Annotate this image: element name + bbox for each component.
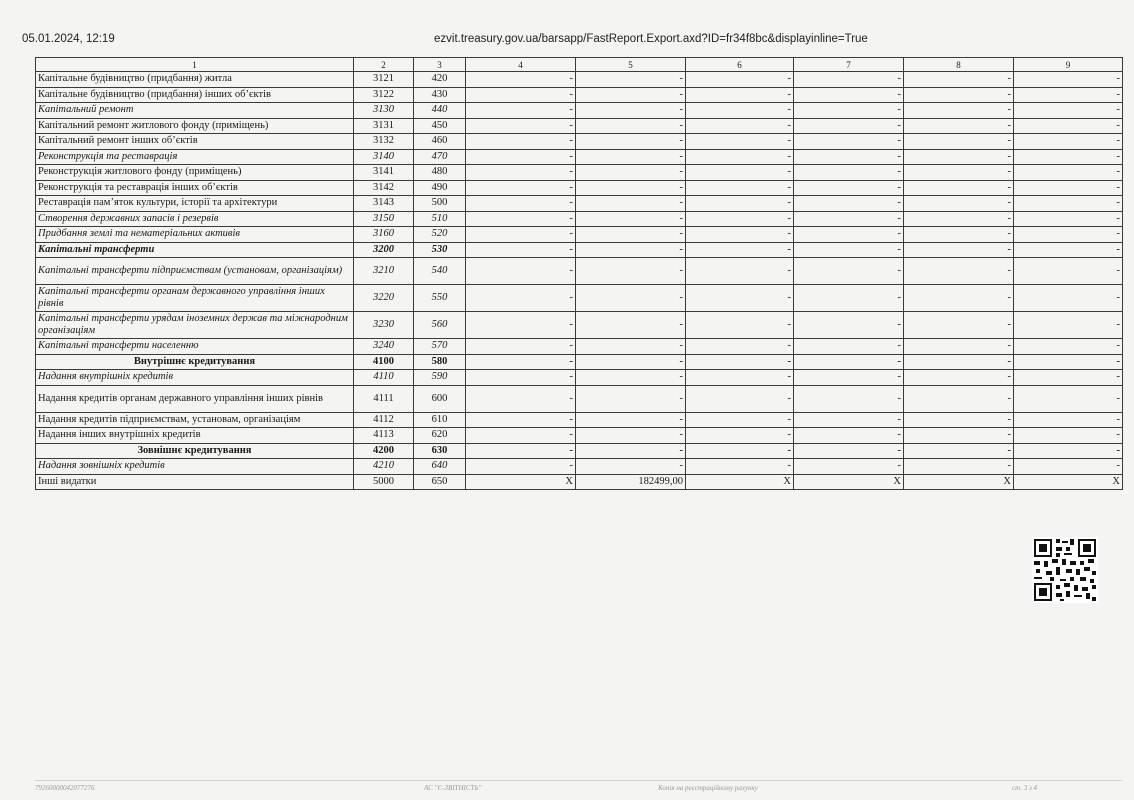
row-name: Реконструкція та реставрація інших об’єктів	[36, 180, 354, 196]
table-row	[36, 242, 1123, 258]
column-number: 6	[686, 58, 794, 72]
cell-col-5: -	[576, 285, 686, 312]
cell-col-6: -	[686, 459, 794, 475]
cell-col-9: -	[1014, 149, 1123, 165]
cell-col-8: -	[904, 196, 1014, 212]
row-code: 3132	[354, 134, 414, 150]
cell-col-6: -	[686, 339, 794, 355]
cell-col-8: -	[904, 211, 1014, 227]
row-line-number: 650	[414, 474, 466, 490]
table-row	[36, 474, 1123, 490]
cell-col-8: -	[904, 149, 1014, 165]
cell-col-7: -	[794, 312, 904, 339]
row-code: 4113	[354, 428, 414, 444]
column-number: 7	[794, 58, 904, 72]
cell-col-9: -	[1014, 180, 1123, 196]
row-line-number: 440	[414, 103, 466, 119]
row-code: 4111	[354, 385, 414, 412]
row-line-number: 490	[414, 180, 466, 196]
row-line-number: 530	[414, 242, 466, 258]
cell-col-7: -	[794, 354, 904, 370]
cell-col-5: -	[576, 428, 686, 444]
cell-col-6: -	[686, 354, 794, 370]
row-line-number: 430	[414, 87, 466, 103]
row-line-number: 510	[414, 211, 466, 227]
cell-col-7: -	[794, 180, 904, 196]
row-code: 3150	[354, 211, 414, 227]
cell-col-9: -	[1014, 165, 1123, 181]
row-line-number: 600	[414, 385, 466, 412]
cell-col-6: -	[686, 412, 794, 428]
cell-col-7: -	[794, 258, 904, 285]
cell-col-6: -	[686, 285, 794, 312]
table-row	[36, 180, 1123, 196]
cell-col-4: -	[466, 370, 576, 386]
column-number: 5	[576, 58, 686, 72]
row-name: Капітальний ремонт інших об’єктів	[36, 134, 354, 150]
cell-col-8: -	[904, 134, 1014, 150]
cell-col-8: -	[904, 339, 1014, 355]
cell-col-4: X	[466, 474, 576, 490]
table-row	[36, 227, 1123, 243]
cell-col-5: -	[576, 443, 686, 459]
cell-col-6: -	[686, 165, 794, 181]
cell-col-4: -	[466, 149, 576, 165]
column-number: 4	[466, 58, 576, 72]
print-url: ezvit.treasury.gov.ua/barsapp/FastReport.Export.axd?ID=fr34f8bc&displayinline=True	[434, 33, 868, 45]
cell-col-5: -	[576, 149, 686, 165]
table-row	[36, 211, 1123, 227]
row-line-number: 590	[414, 370, 466, 386]
row-line-number: 460	[414, 134, 466, 150]
cell-col-8: -	[904, 385, 1014, 412]
row-code: 5000	[354, 474, 414, 490]
cell-col-8: -	[904, 87, 1014, 103]
cell-col-8: -	[904, 165, 1014, 181]
cell-col-6: -	[686, 227, 794, 243]
table-row	[36, 165, 1123, 181]
cell-col-9: -	[1014, 312, 1123, 339]
cell-col-7: -	[794, 227, 904, 243]
cell-col-4: -	[466, 134, 576, 150]
cell-col-7: -	[794, 149, 904, 165]
footer-page: ст. 3 з 4	[1012, 784, 1037, 792]
row-line-number: 630	[414, 443, 466, 459]
report-body	[36, 58, 1123, 490]
cell-col-8: -	[904, 412, 1014, 428]
cell-col-6: -	[686, 196, 794, 212]
cell-col-5: 182499,00	[576, 474, 686, 490]
cell-col-4: -	[466, 227, 576, 243]
cell-col-7: -	[794, 412, 904, 428]
row-name: Капітальні трансферти органам державного управління інших рівнів	[36, 285, 354, 312]
column-number: 8	[904, 58, 1014, 72]
cell-col-4: -	[466, 312, 576, 339]
cell-col-9: -	[1014, 72, 1123, 88]
row-name: Реставрація пам’яток культури, історії та архітектури	[36, 196, 354, 212]
cell-col-4: -	[466, 242, 576, 258]
cell-col-6: -	[686, 72, 794, 88]
cell-col-4: -	[466, 385, 576, 412]
row-name: Капітальний ремонт	[36, 103, 354, 119]
cell-col-8: -	[904, 118, 1014, 134]
cell-col-9: -	[1014, 196, 1123, 212]
row-name: Реконструкція та реставрація	[36, 149, 354, 165]
cell-col-5: -	[576, 134, 686, 150]
cell-col-5: -	[576, 180, 686, 196]
cell-col-5: -	[576, 370, 686, 386]
cell-col-9: -	[1014, 242, 1123, 258]
print-datetime: 05.01.2024, 12:19	[22, 33, 115, 45]
cell-col-5: -	[576, 412, 686, 428]
row-code: 3220	[354, 285, 414, 312]
row-code: 3240	[354, 339, 414, 355]
row-code: 3143	[354, 196, 414, 212]
cell-col-5: -	[576, 312, 686, 339]
cell-col-8: -	[904, 103, 1014, 119]
table-row	[36, 354, 1123, 370]
row-code: 3210	[354, 258, 414, 285]
cell-col-6: -	[686, 118, 794, 134]
cell-col-7: -	[794, 459, 904, 475]
table-row	[36, 134, 1123, 150]
cell-col-4: -	[466, 180, 576, 196]
cell-col-6: -	[686, 428, 794, 444]
table-row	[36, 103, 1123, 119]
cell-col-8: -	[904, 443, 1014, 459]
qr-code-icon	[1032, 537, 1098, 603]
row-line-number: 570	[414, 339, 466, 355]
row-name: Створення державних запасів і резервів	[36, 211, 354, 227]
table-row	[36, 339, 1123, 355]
cell-col-5: -	[576, 211, 686, 227]
cell-col-4: -	[466, 339, 576, 355]
cell-col-7: -	[794, 370, 904, 386]
row-code: 4110	[354, 370, 414, 386]
footer-doc-id: 79260000042077276	[35, 784, 95, 792]
cell-col-6: -	[686, 103, 794, 119]
cell-col-9: -	[1014, 87, 1123, 103]
column-number: 3	[414, 58, 466, 72]
footer-divider	[35, 780, 1122, 781]
cell-col-7: -	[794, 285, 904, 312]
cell-col-9: -	[1014, 227, 1123, 243]
cell-col-6: X	[686, 474, 794, 490]
table-row	[36, 385, 1123, 412]
cell-col-5: -	[576, 103, 686, 119]
cell-col-9: -	[1014, 103, 1123, 119]
row-code: 3141	[354, 165, 414, 181]
row-name: Капітальний ремонт житлового фонду (приміщень)	[36, 118, 354, 134]
cell-col-9: -	[1014, 459, 1123, 475]
cell-col-9: -	[1014, 285, 1123, 312]
cell-col-9: -	[1014, 428, 1123, 444]
row-name: Капітальні трансферти населенню	[36, 339, 354, 355]
row-name: Надання інших внутрішніх кредитів	[36, 428, 354, 444]
cell-col-6: -	[686, 211, 794, 227]
cell-col-8: -	[904, 312, 1014, 339]
cell-col-7: -	[794, 428, 904, 444]
cell-col-5: -	[576, 385, 686, 412]
table-row	[36, 258, 1123, 285]
table-row	[36, 87, 1123, 103]
row-line-number: 540	[414, 258, 466, 285]
cell-col-8: -	[904, 285, 1014, 312]
row-code: 3160	[354, 227, 414, 243]
row-code: 3142	[354, 180, 414, 196]
cell-col-8: -	[904, 242, 1014, 258]
cell-col-6: -	[686, 149, 794, 165]
cell-col-9: -	[1014, 118, 1123, 134]
cell-col-5: -	[576, 258, 686, 285]
row-line-number: 550	[414, 285, 466, 312]
cell-col-4: -	[466, 443, 576, 459]
cell-col-8: X	[904, 474, 1014, 490]
cell-col-9: -	[1014, 339, 1123, 355]
cell-col-7: -	[794, 242, 904, 258]
cell-col-9: -	[1014, 412, 1123, 428]
table-row	[36, 428, 1123, 444]
cell-col-8: -	[904, 258, 1014, 285]
cell-col-5: -	[576, 459, 686, 475]
row-line-number: 470	[414, 149, 466, 165]
row-line-number: 450	[414, 118, 466, 134]
cell-col-9: -	[1014, 354, 1123, 370]
cell-col-6: -	[686, 443, 794, 459]
row-line-number: 500	[414, 196, 466, 212]
cell-col-6: -	[686, 242, 794, 258]
cell-col-6: -	[686, 385, 794, 412]
cell-col-8: -	[904, 370, 1014, 386]
cell-col-4: -	[466, 72, 576, 88]
row-name: Капітальні трансферти	[36, 242, 354, 258]
cell-col-8: -	[904, 354, 1014, 370]
table-row	[36, 443, 1123, 459]
cell-col-7: -	[794, 72, 904, 88]
row-name: Капітальні трансферти урядам іноземних держав та міжнародним організаціям	[36, 312, 354, 339]
cell-col-8: -	[904, 180, 1014, 196]
cell-col-7: -	[794, 118, 904, 134]
cell-col-6: -	[686, 312, 794, 339]
column-number: 9	[1014, 58, 1123, 72]
table-row	[36, 370, 1123, 386]
footer-note: Копія на реєстраційному рахунку	[658, 784, 758, 792]
cell-col-7: -	[794, 87, 904, 103]
cell-col-8: -	[904, 459, 1014, 475]
row-line-number: 610	[414, 412, 466, 428]
table-row	[36, 196, 1123, 212]
cell-col-4: -	[466, 258, 576, 285]
cell-col-5: -	[576, 339, 686, 355]
cell-col-4: -	[466, 165, 576, 181]
cell-col-4: -	[466, 118, 576, 134]
cell-col-9: -	[1014, 211, 1123, 227]
row-line-number: 480	[414, 165, 466, 181]
cell-col-4: -	[466, 211, 576, 227]
cell-col-4: -	[466, 412, 576, 428]
row-name: Капітальне будівництво (придбання) інших об’єктів	[36, 87, 354, 103]
row-name: Інші видатки	[36, 474, 354, 490]
cell-col-7: X	[794, 474, 904, 490]
cell-col-6: -	[686, 370, 794, 386]
footer-system: АС "Є-ЗВІТНІСТЬ"	[424, 784, 482, 792]
column-number: 1	[36, 58, 354, 72]
cell-col-4: -	[466, 103, 576, 119]
row-name: Реконструкція житлового фонду (приміщень)	[36, 165, 354, 181]
page-footer	[0, 784, 1134, 796]
row-code: 4200	[354, 443, 414, 459]
cell-col-5: -	[576, 72, 686, 88]
cell-col-8: -	[904, 72, 1014, 88]
cell-col-4: -	[466, 285, 576, 312]
row-line-number: 580	[414, 354, 466, 370]
row-code: 4112	[354, 412, 414, 428]
expense-report-table	[35, 57, 1123, 490]
cell-col-7: -	[794, 339, 904, 355]
cell-col-4: -	[466, 87, 576, 103]
row-name: Зовнішнє кредитування	[36, 443, 354, 459]
row-code: 3130	[354, 103, 414, 119]
cell-col-5: -	[576, 196, 686, 212]
row-line-number: 560	[414, 312, 466, 339]
row-name: Капітальні трансферти підприємствам (установам, організаціям)	[36, 258, 354, 285]
row-line-number: 640	[414, 459, 466, 475]
cell-col-9: -	[1014, 258, 1123, 285]
cell-col-6: -	[686, 180, 794, 196]
table-row	[36, 312, 1123, 339]
row-name: Капітальне будівництво (придбання) житла	[36, 72, 354, 88]
table-row	[36, 118, 1123, 134]
row-code: 3230	[354, 312, 414, 339]
cell-col-4: -	[466, 196, 576, 212]
row-name: Внутрішнє кредитування	[36, 354, 354, 370]
cell-col-9: -	[1014, 443, 1123, 459]
table-row	[36, 412, 1123, 428]
row-code: 3200	[354, 242, 414, 258]
row-code: 4100	[354, 354, 414, 370]
row-code: 3122	[354, 87, 414, 103]
cell-col-7: -	[794, 103, 904, 119]
row-name: Надання кредитів органам державного управління інших рівнів	[36, 385, 354, 412]
cell-col-6: -	[686, 258, 794, 285]
row-code: 3121	[354, 72, 414, 88]
row-line-number: 520	[414, 227, 466, 243]
cell-col-5: -	[576, 118, 686, 134]
cell-col-6: -	[686, 134, 794, 150]
cell-col-7: -	[794, 211, 904, 227]
row-name: Надання кредитів підприємствам, установам, організаціям	[36, 412, 354, 428]
cell-col-6: -	[686, 87, 794, 103]
cell-col-7: -	[794, 165, 904, 181]
cell-col-5: -	[576, 165, 686, 181]
table-row	[36, 72, 1123, 88]
row-code: 3131	[354, 118, 414, 134]
browser-print-header	[0, 33, 1134, 49]
cell-col-7: -	[794, 196, 904, 212]
column-number: 2	[354, 58, 414, 72]
row-line-number: 620	[414, 428, 466, 444]
cell-col-4: -	[466, 459, 576, 475]
column-number-header	[36, 58, 1123, 72]
cell-col-9: -	[1014, 370, 1123, 386]
row-name: Надання внутрішніх кредитів	[36, 370, 354, 386]
cell-col-9: -	[1014, 134, 1123, 150]
cell-col-5: -	[576, 87, 686, 103]
cell-col-5: -	[576, 242, 686, 258]
cell-col-4: -	[466, 428, 576, 444]
row-code: 4210	[354, 459, 414, 475]
cell-col-5: -	[576, 227, 686, 243]
cell-col-7: -	[794, 134, 904, 150]
row-name: Надання зовнішніх кредитів	[36, 459, 354, 475]
row-name: Придбання землі та нематеріальних активів	[36, 227, 354, 243]
table-row	[36, 285, 1123, 312]
cell-col-7: -	[794, 443, 904, 459]
table-row	[36, 149, 1123, 165]
cell-col-9: -	[1014, 385, 1123, 412]
row-code: 3140	[354, 149, 414, 165]
cell-col-7: -	[794, 385, 904, 412]
cell-col-8: -	[904, 227, 1014, 243]
cell-col-9: X	[1014, 474, 1123, 490]
row-line-number: 420	[414, 72, 466, 88]
cell-col-5: -	[576, 354, 686, 370]
table-row	[36, 459, 1123, 475]
cell-col-4: -	[466, 354, 576, 370]
cell-col-8: -	[904, 428, 1014, 444]
